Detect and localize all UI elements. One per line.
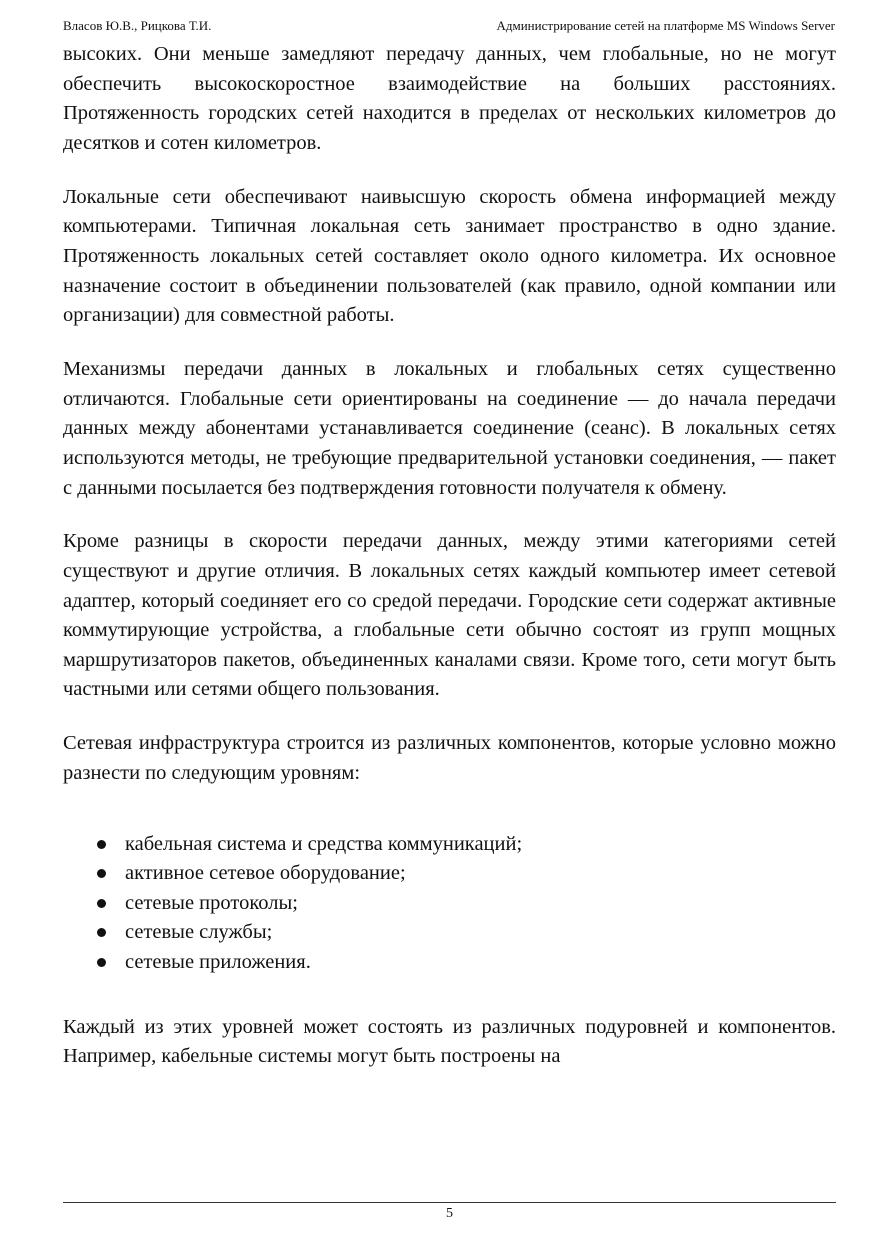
paragraph-city-networks: высоких. Они меньше замедляют передачу данных, чем глобальные, но не могут обеспечить высокоскоростное взаимодействие на больших расстояниях. Протяженность городских сетей находится в пределах от нескольких километров до десятков и сотен километров.	[63, 43, 836, 154]
paragraph-transfer-mechanisms: Механизмы передачи данных в локальных и глобальных сетях существенно отличаются. Глобальные сети ориентированы на соединение — до начала передачи данных между абонентами устанавливается соединение (сеанс). В локальных сетях используются методы, не требующие предварительной установки соединения, — пакет с данными посылается без подтверждения готовности получателя к обмену.	[63, 358, 836, 499]
list-item-text: сетевые приложения.	[125, 951, 311, 973]
header-title: Администрирование сетей на платформе MS Windows Server	[496, 18, 835, 33]
bullet-icon	[97, 928, 106, 937]
list-item	[63, 830, 836, 860]
footer-divider	[63, 1202, 836, 1203]
paragraph-levels-components: Каждый из этих уровней может состоять из различных подуровней и компонентов. Например, кабельные системы могут быть построены на	[63, 1015, 836, 1068]
header-authors: Власов Ю.В., Рицкова Т.И.	[63, 18, 212, 33]
list-item	[63, 889, 836, 919]
list-item-text: активное сетевое оборудование;	[125, 862, 406, 885]
list-item-text: сетевые протоколы;	[125, 891, 298, 914]
bullet-icon	[97, 899, 106, 908]
list-item-text: сетевые службы;	[125, 921, 273, 944]
list-item	[63, 859, 836, 889]
page-content	[63, 40, 836, 1072]
page-number: 5	[446, 1206, 453, 1221]
paragraph-local-networks: Локальные сети обеспечивают наивысшую скорость обмена информацией между компьютерами. Типичная локальная сеть занимает пространство в одно здание. Протяженность локальных сетей составляет около одного километра. Их основное назначение состоит в объединении пользователей (как правило, одной компании или организации) для совместной работы.	[63, 185, 836, 327]
list-item-text: кабельная система и средства коммуникаций;	[125, 832, 523, 855]
paragraph-infrastructure-intro: Сетевая инфраструктура строится из различных компонентов, которые условно можно разнести по следующим уровням:	[63, 732, 836, 785]
list-item	[63, 948, 836, 978]
bullet-icon	[97, 958, 106, 967]
page-header	[63, 15, 835, 37]
paragraph-network-differences: Кроме разницы в скорости передачи данных, между этими категориями сетей существуют и другие отличия. В локальных сетях каждый компьютер имеет сетевой адаптер, который соединяет его со средой передачи. Городские сети содержат активные коммутирующие устройства, а глобальные сети обычно состоят из групп мощных маршрутизаторов пакетов, объединенных каналами связи. Кроме того, сети могут быть частными или сетями общего пользования.	[63, 530, 836, 701]
list-item	[63, 918, 836, 948]
infrastructure-levels-list	[63, 830, 836, 978]
bullet-icon	[97, 840, 106, 849]
bullet-icon	[97, 869, 106, 878]
